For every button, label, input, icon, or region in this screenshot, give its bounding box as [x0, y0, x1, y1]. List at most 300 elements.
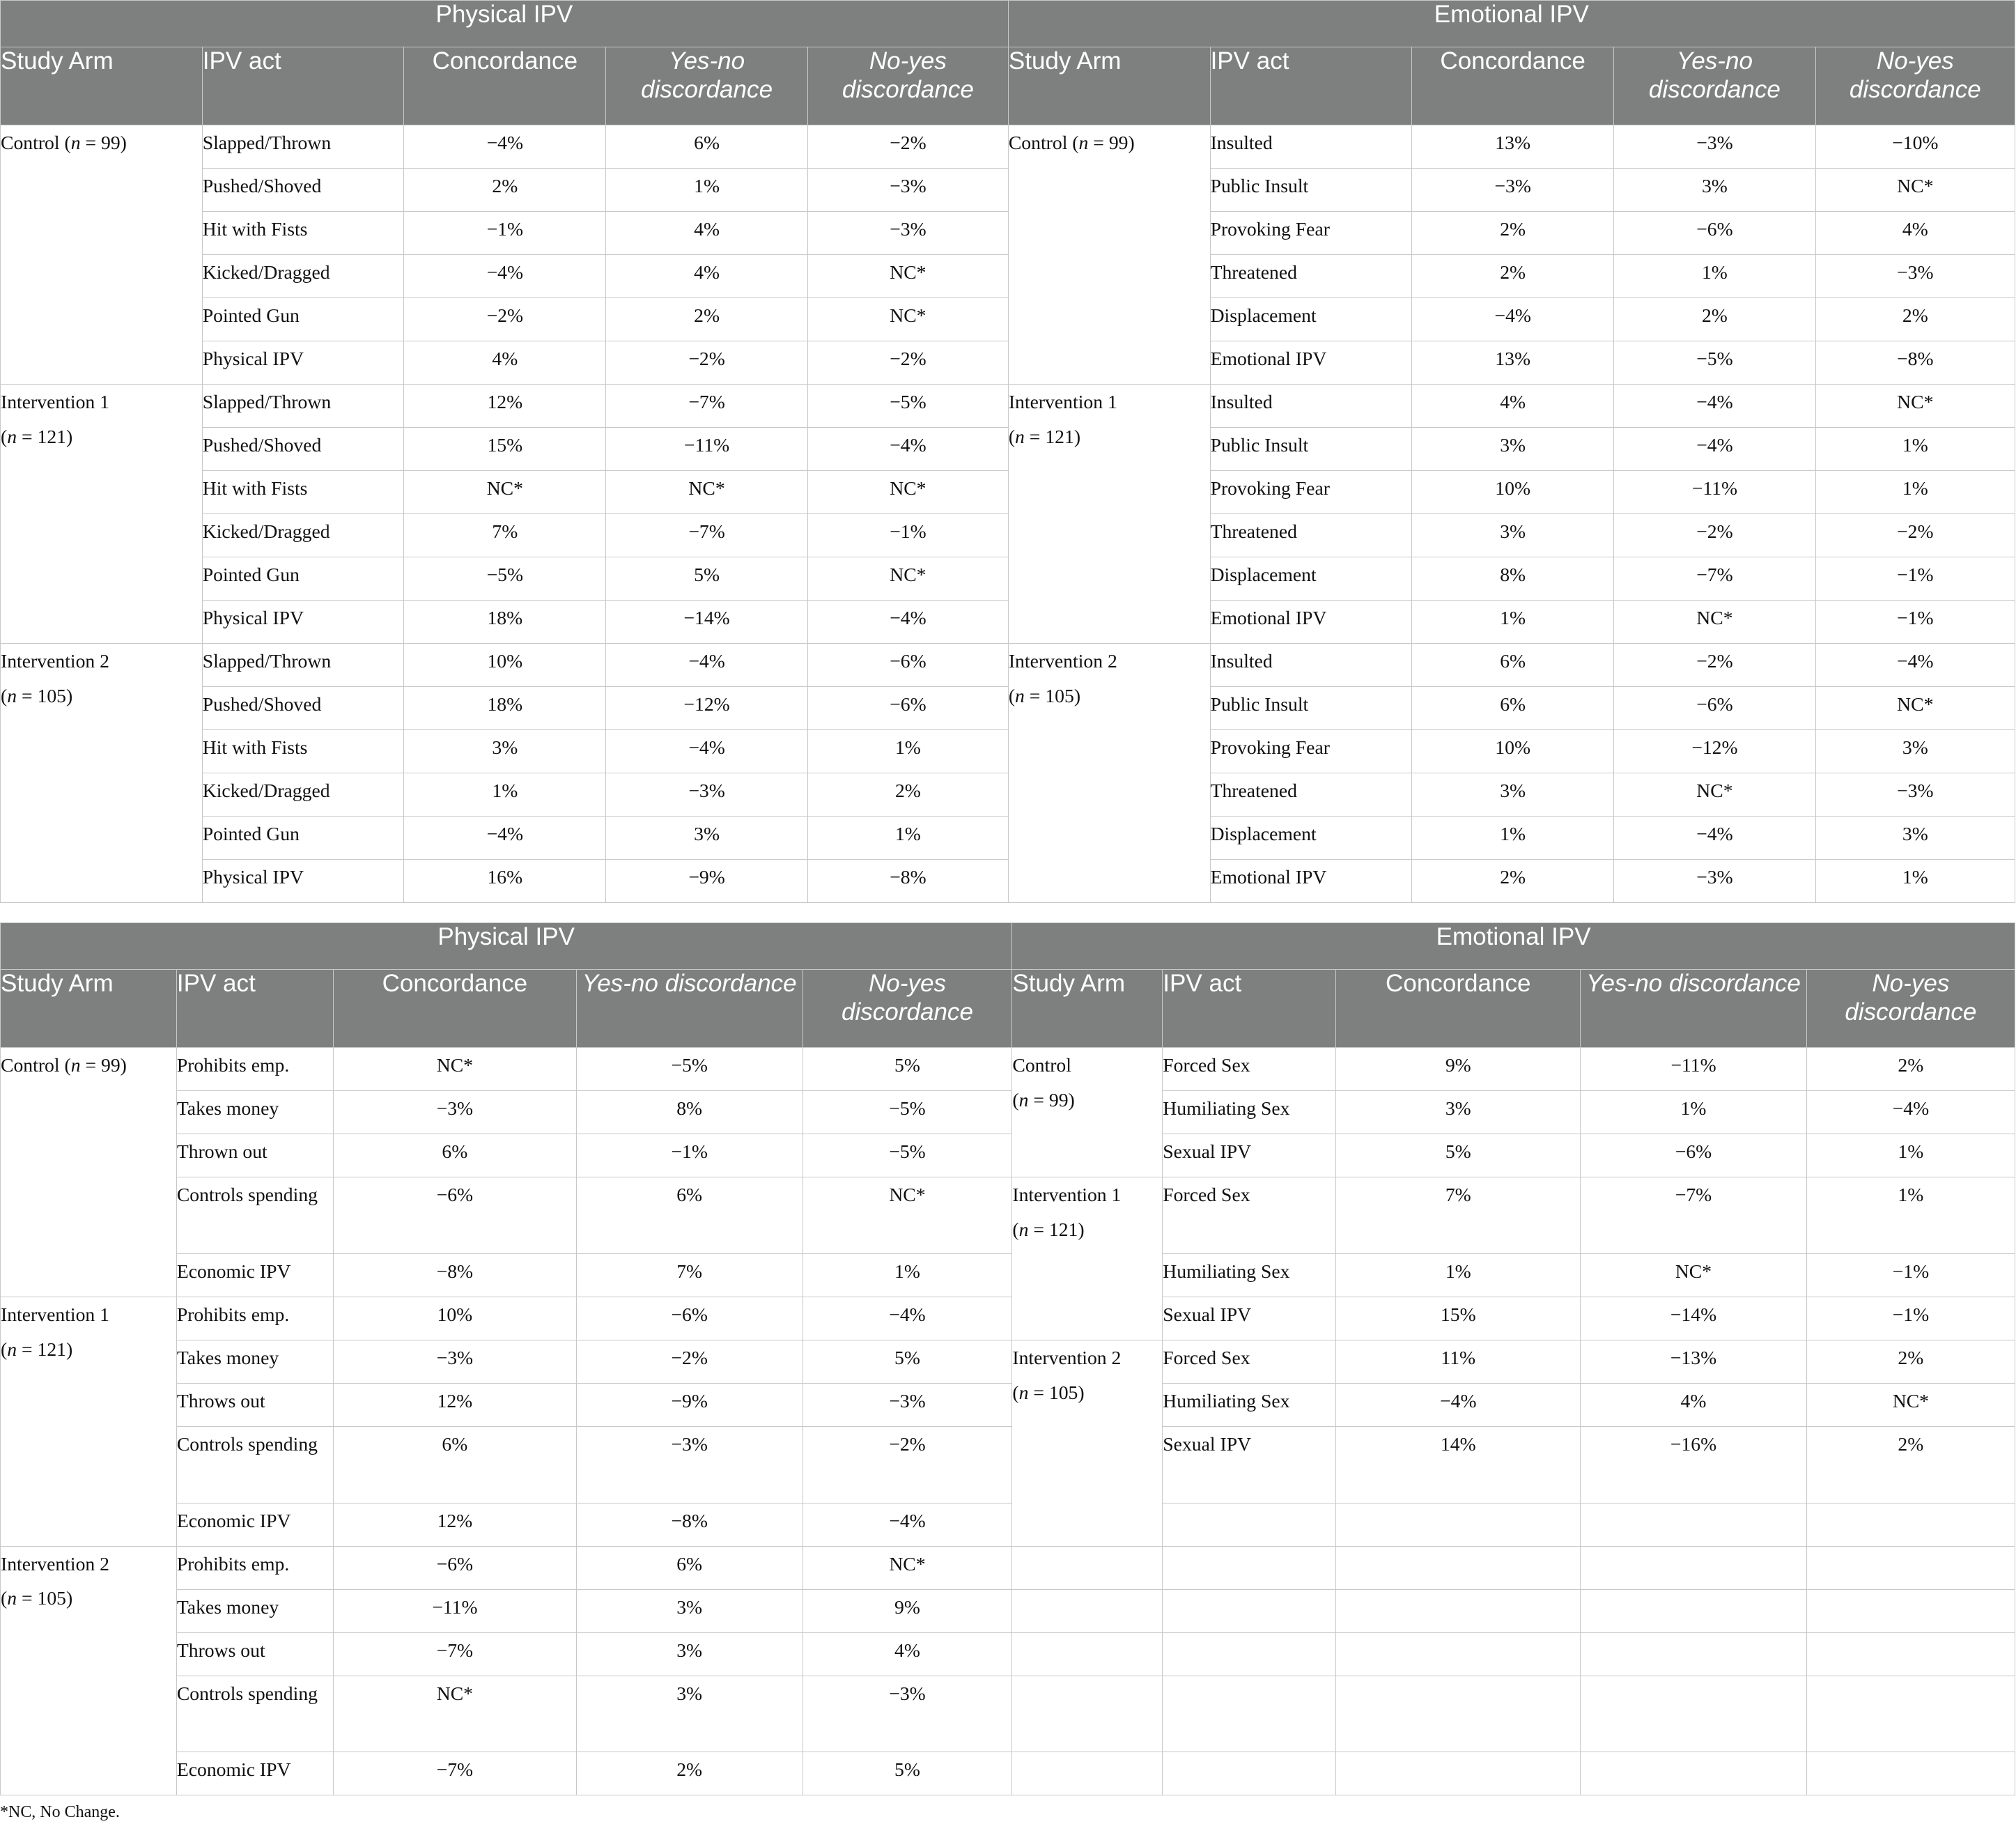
- sample-size-n: n: [1015, 684, 1025, 706]
- empty-cell: [1806, 1632, 2015, 1676]
- col-header-study-arm: Study Arm: [1012, 970, 1163, 1048]
- value-cell: NC*: [1614, 773, 1816, 817]
- value-cell: 6%: [1412, 687, 1614, 730]
- value-cell: NC*: [1815, 687, 2015, 730]
- value-cell: 1%: [807, 817, 1008, 860]
- value-cell: 8%: [576, 1090, 802, 1134]
- value-cell: −3%: [1412, 169, 1614, 212]
- table-physical-emotional: [0, 0, 2015, 903]
- value-cell: −14%: [1581, 1297, 1807, 1340]
- value-cell: −8%: [807, 860, 1008, 903]
- study-arm-text: Intervention 1: [1012, 1183, 1122, 1205]
- table-row: [1, 428, 2015, 471]
- value-cell: −4%: [802, 1503, 1012, 1546]
- value-cell: −6%: [333, 1177, 576, 1253]
- study-arm-text: = 105): [17, 1587, 73, 1609]
- col-header-ipv-act: IPV act: [202, 47, 404, 125]
- value-cell: −3%: [807, 169, 1008, 212]
- value-cell: 11%: [1336, 1340, 1581, 1383]
- ipv-act-cell: Provoking Fear: [1210, 212, 1412, 255]
- value-cell: NC*: [606, 471, 808, 514]
- value-cell: NC*: [807, 298, 1008, 341]
- value-cell: −12%: [606, 687, 808, 730]
- value-cell: −13%: [1581, 1340, 1807, 1383]
- ipv-act-cell: Economic IPV: [176, 1752, 333, 1795]
- table-row: [1, 1134, 2015, 1177]
- table-row: [1, 212, 2015, 255]
- study-arm-cell: [1008, 644, 1210, 903]
- study-arm-cell: [1, 125, 203, 385]
- empty-cell: [1163, 1752, 1336, 1795]
- ipv-act-cell: Threatened: [1210, 514, 1412, 557]
- empty-cell: [1336, 1752, 1581, 1795]
- study-arm-text: Intervention 2: [1, 1552, 109, 1575]
- value-cell: −7%: [1614, 557, 1816, 601]
- empty-cell: [1012, 1589, 1163, 1632]
- value-cell: 6%: [576, 1177, 802, 1253]
- study-arm-text: = 121): [1024, 425, 1081, 447]
- study-arm-text: (: [1008, 425, 1016, 447]
- table-row: [1, 125, 2015, 169]
- ipv-act-cell: Provoking Fear: [1210, 730, 1412, 773]
- ipv-act-cell: Physical IPV: [202, 860, 404, 903]
- study-arm-text: Intervention 1: [1, 391, 109, 413]
- value-cell: 6%: [576, 1546, 802, 1589]
- value-cell: NC*: [1581, 1253, 1807, 1297]
- value-cell: 3%: [1412, 773, 1614, 817]
- value-cell: NC*: [333, 1676, 576, 1752]
- study-arm-text: = 99): [1028, 1088, 1075, 1111]
- col-header-concordance: Concordance: [333, 970, 576, 1048]
- study-arm-cell: [1, 644, 203, 903]
- ipv-act-cell: Public Insult: [1210, 428, 1412, 471]
- ipv-act-cell: Pointed Gun: [202, 557, 404, 601]
- study-arm-text: = 121): [1028, 1218, 1085, 1240]
- value-cell: −6%: [1614, 687, 1816, 730]
- value-cell: NC*: [1815, 169, 2015, 212]
- group-header-physical: Physical IPV: [1, 1, 1009, 47]
- table-row: [1, 601, 2015, 644]
- value-cell: 1%: [1806, 1177, 2015, 1253]
- value-cell: 18%: [404, 687, 606, 730]
- value-cell: 15%: [1336, 1297, 1581, 1340]
- value-cell: 3%: [1412, 514, 1614, 557]
- study-arm-text: Intervention 1: [1008, 391, 1117, 413]
- table-row: [1, 773, 2015, 817]
- value-cell: −5%: [807, 385, 1008, 428]
- value-cell: −11%: [333, 1589, 576, 1632]
- study-arm-text: (: [1, 1338, 8, 1360]
- footnote: *NC, No Change.: [0, 1803, 120, 1822]
- value-cell: −11%: [1614, 471, 1816, 514]
- table-row: [1, 1177, 2015, 1253]
- table-row: [1, 514, 2015, 557]
- value-cell: −2%: [576, 1340, 802, 1383]
- ipv-act-cell: Displacement: [1210, 817, 1412, 860]
- col-header-study-arm: Study Arm: [1, 47, 203, 125]
- ipv-act-cell: Forced Sex: [1163, 1177, 1336, 1253]
- study-arm-cell: [1, 385, 203, 644]
- value-cell: −4%: [1614, 428, 1816, 471]
- value-cell: 1%: [1815, 860, 2015, 903]
- ipv-act-cell: Pushed/Shoved: [202, 428, 404, 471]
- ipv-act-cell: Hit with Fists: [202, 212, 404, 255]
- value-cell: 1%: [404, 773, 606, 817]
- ipv-act-cell: Physical IPV: [202, 341, 404, 385]
- value-cell: 1%: [1412, 601, 1614, 644]
- value-cell: 6%: [333, 1426, 576, 1503]
- study-arm-text: = 121): [17, 1338, 73, 1360]
- study-arm-text: Intervention 2: [1, 650, 109, 672]
- study-arm-cell: [1012, 1177, 1163, 1340]
- value-cell: 1%: [1806, 1134, 2015, 1177]
- value-cell: 2%: [807, 773, 1008, 817]
- empty-cell: [1336, 1632, 1581, 1676]
- value-cell: −12%: [1614, 730, 1816, 773]
- empty-cell: [1806, 1503, 2015, 1546]
- ipv-act-cell: Forced Sex: [1163, 1340, 1336, 1383]
- value-cell: −7%: [606, 385, 808, 428]
- value-cell: 4%: [404, 341, 606, 385]
- value-cell: 3%: [404, 730, 606, 773]
- table-row: [1, 644, 2015, 687]
- ipv-act-cell: Threatened: [1210, 255, 1412, 298]
- value-cell: 5%: [802, 1047, 1012, 1090]
- value-cell: −7%: [606, 514, 808, 557]
- value-cell: −2%: [606, 341, 808, 385]
- study-arm-text: Intervention 1: [1, 1303, 109, 1325]
- value-cell: −1%: [807, 514, 1008, 557]
- value-cell: −5%: [576, 1047, 802, 1090]
- table-row: [1, 817, 2015, 860]
- value-cell: 10%: [1412, 471, 1614, 514]
- value-cell: 3%: [1412, 428, 1614, 471]
- table-row: [1, 1426, 2015, 1503]
- value-cell: −14%: [606, 601, 808, 644]
- sample-size-n: n: [1078, 132, 1089, 154]
- study-arm-text: Control (: [1, 1053, 71, 1076]
- value-cell: −4%: [404, 125, 606, 169]
- value-cell: 5%: [606, 557, 808, 601]
- table-row: [1, 1383, 2015, 1426]
- study-arm-cell: [1008, 385, 1210, 644]
- sample-size-n: n: [7, 684, 17, 706]
- value-cell: 5%: [1336, 1134, 1581, 1177]
- ipv-act-cell: Slapped/Thrown: [202, 385, 404, 428]
- ipv-act-cell: Prohibits emp.: [176, 1297, 333, 1340]
- value-cell: 18%: [404, 601, 606, 644]
- value-cell: −4%: [404, 817, 606, 860]
- ipv-act-cell: Controls spending: [176, 1177, 333, 1253]
- ipv-act-cell: Hit with Fists: [202, 730, 404, 773]
- value-cell: −4%: [1815, 644, 2015, 687]
- ipv-act-cell: Hit with Fists: [202, 471, 404, 514]
- value-cell: −3%: [333, 1090, 576, 1134]
- value-cell: −3%: [802, 1383, 1012, 1426]
- value-cell: −4%: [1806, 1090, 2015, 1134]
- ipv-act-cell: Kicked/Dragged: [202, 773, 404, 817]
- ipv-act-cell: Provoking Fear: [1210, 471, 1412, 514]
- study-arm-text: (: [1012, 1381, 1019, 1403]
- table-row: [1, 385, 2015, 428]
- value-cell: 10%: [404, 644, 606, 687]
- value-cell: 3%: [576, 1589, 802, 1632]
- value-cell: 7%: [1336, 1177, 1581, 1253]
- col-header-no-yes: No-yes discordance: [807, 47, 1008, 125]
- value-cell: −4%: [1412, 298, 1614, 341]
- sample-size-n: n: [1018, 1218, 1029, 1240]
- value-cell: 1%: [1581, 1090, 1807, 1134]
- ipv-act-cell: Pointed Gun: [202, 298, 404, 341]
- ipv-act-cell: Throws out: [176, 1383, 333, 1426]
- table-row: [1, 1253, 2015, 1297]
- table-row: [1, 860, 2015, 903]
- value-cell: 3%: [1336, 1090, 1581, 1134]
- ipv-act-cell: Sexual IPV: [1163, 1426, 1336, 1503]
- value-cell: 2%: [576, 1752, 802, 1795]
- value-cell: 1%: [802, 1253, 1012, 1297]
- table-row: [1, 1047, 2015, 1090]
- col-header-yes-no: Yes-no discordance: [606, 47, 808, 125]
- value-cell: NC*: [1806, 1383, 2015, 1426]
- col-header-study-arm: Study Arm: [1, 970, 177, 1048]
- ipv-act-cell: Humiliating Sex: [1163, 1090, 1336, 1134]
- value-cell: −9%: [606, 860, 808, 903]
- ipv-act-cell: Insulted: [1210, 644, 1412, 687]
- value-cell: 2%: [1806, 1340, 2015, 1383]
- value-cell: −8%: [1815, 341, 2015, 385]
- ipv-act-cell: Emotional IPV: [1210, 341, 1412, 385]
- value-cell: −10%: [1815, 125, 2015, 169]
- study-arm-cell: [1012, 1340, 1163, 1546]
- value-cell: −6%: [1614, 212, 1816, 255]
- table-row: [1, 471, 2015, 514]
- table-row: [1, 557, 2015, 601]
- value-cell: −5%: [404, 557, 606, 601]
- empty-cell: [1581, 1503, 1807, 1546]
- study-arm-cell: [1, 1047, 177, 1297]
- value-cell: 9%: [802, 1589, 1012, 1632]
- study-arm-text: = 99): [1088, 132, 1135, 154]
- empty-cell: [1012, 1546, 1163, 1589]
- study-arm-text: (: [1, 1587, 8, 1609]
- ipv-act-cell: Displacement: [1210, 557, 1412, 601]
- value-cell: 3%: [576, 1632, 802, 1676]
- value-cell: −7%: [333, 1752, 576, 1795]
- value-cell: −1%: [1815, 557, 2015, 601]
- value-cell: −6%: [807, 687, 1008, 730]
- ipv-act-cell: Takes money: [176, 1340, 333, 1383]
- empty-cell: [1163, 1589, 1336, 1632]
- table-row: [1, 341, 2015, 385]
- study-arm-text: = 105): [17, 684, 73, 706]
- value-cell: 12%: [333, 1383, 576, 1426]
- table-row: [1, 687, 2015, 730]
- value-cell: 2%: [1614, 298, 1816, 341]
- empty-cell: [1163, 1546, 1336, 1589]
- ipv-act-cell: Kicked/Dragged: [202, 255, 404, 298]
- table-row: [1, 1297, 2015, 1340]
- table-row: [1, 298, 2015, 341]
- value-cell: −2%: [807, 341, 1008, 385]
- col-header-concordance: Concordance: [404, 47, 606, 125]
- ipv-act-cell: Insulted: [1210, 385, 1412, 428]
- study-arm-text: Control (: [1008, 132, 1079, 154]
- sample-size-n: n: [1018, 1088, 1029, 1111]
- ipv-act-cell: Slapped/Thrown: [202, 125, 404, 169]
- empty-cell: [1806, 1676, 2015, 1752]
- value-cell: 14%: [1336, 1426, 1581, 1503]
- value-cell: 1%: [807, 730, 1008, 773]
- study-arm-text: = 105): [1028, 1381, 1085, 1403]
- study-arm-text: Intervention 2: [1012, 1346, 1122, 1368]
- empty-cell: [1581, 1589, 1807, 1632]
- value-cell: −4%: [807, 601, 1008, 644]
- value-cell: −1%: [1806, 1297, 2015, 1340]
- value-cell: 1%: [1614, 255, 1816, 298]
- value-cell: −3%: [802, 1676, 1012, 1752]
- value-cell: −5%: [802, 1134, 1012, 1177]
- study-arm-text: = 99): [80, 1053, 127, 1076]
- value-cell: 8%: [1412, 557, 1614, 601]
- ipv-act-cell: Insulted: [1210, 125, 1412, 169]
- ipv-act-cell: Physical IPV: [202, 601, 404, 644]
- ipv-act-cell: Prohibits emp.: [176, 1047, 333, 1090]
- col-header-study-arm: Study Arm: [1008, 47, 1210, 125]
- ipv-act-cell: Emotional IPV: [1210, 860, 1412, 903]
- ipv-act-cell: Sexual IPV: [1163, 1297, 1336, 1340]
- value-cell: −3%: [1815, 773, 2015, 817]
- value-cell: −3%: [606, 773, 808, 817]
- sample-size-n: n: [7, 1587, 17, 1609]
- value-cell: −11%: [1581, 1047, 1807, 1090]
- value-cell: 2%: [1806, 1426, 2015, 1503]
- value-cell: 3%: [606, 817, 808, 860]
- value-cell: −3%: [333, 1340, 576, 1383]
- empty-cell: [1336, 1546, 1581, 1589]
- value-cell: NC*: [333, 1047, 576, 1090]
- value-cell: 4%: [606, 212, 808, 255]
- col-header-ipv-act: IPV act: [176, 970, 333, 1048]
- value-cell: 12%: [404, 385, 606, 428]
- ipv-act-cell: Takes money: [176, 1589, 333, 1632]
- value-cell: −4%: [802, 1297, 1012, 1340]
- ipv-act-cell: Displacement: [1210, 298, 1412, 341]
- empty-cell: [1163, 1503, 1336, 1546]
- value-cell: −1%: [576, 1134, 802, 1177]
- value-cell: −6%: [807, 644, 1008, 687]
- value-cell: −6%: [333, 1546, 576, 1589]
- table-row: [1, 1676, 2015, 1752]
- value-cell: 2%: [606, 298, 808, 341]
- empty-cell: [1336, 1589, 1581, 1632]
- col-header-yes-no: Yes-no discordance: [1581, 970, 1807, 1048]
- value-cell: 4%: [802, 1632, 1012, 1676]
- study-arm-cell: [1012, 1047, 1163, 1177]
- table-row: [1, 1503, 2015, 1546]
- col-header-concordance: Concordance: [1336, 970, 1581, 1048]
- ipv-act-cell: Pushed/Shoved: [202, 169, 404, 212]
- value-cell: 2%: [1412, 212, 1614, 255]
- value-cell: 2%: [1412, 860, 1614, 903]
- value-cell: 6%: [606, 125, 808, 169]
- col-header-no-yes: No-yes discordance: [802, 970, 1012, 1048]
- empty-cell: [1806, 1752, 2015, 1795]
- value-cell: 2%: [1412, 255, 1614, 298]
- value-cell: 4%: [606, 255, 808, 298]
- value-cell: −2%: [404, 298, 606, 341]
- ipv-act-cell: Economic IPV: [176, 1253, 333, 1297]
- value-cell: 2%: [404, 169, 606, 212]
- value-cell: −3%: [576, 1426, 802, 1503]
- study-arm-text: (: [1, 684, 8, 706]
- value-cell: −2%: [1614, 514, 1816, 557]
- value-cell: −7%: [333, 1632, 576, 1676]
- value-cell: 12%: [333, 1503, 576, 1546]
- value-cell: −2%: [1614, 644, 1816, 687]
- col-header-yes-no: Yes-no discordance: [1614, 47, 1816, 125]
- value-cell: −6%: [1581, 1134, 1807, 1177]
- value-cell: 4%: [1581, 1383, 1807, 1426]
- value-cell: 4%: [1815, 212, 2015, 255]
- value-cell: −5%: [802, 1090, 1012, 1134]
- value-cell: 1%: [1412, 817, 1614, 860]
- empty-cell: [1012, 1752, 1163, 1795]
- ipv-act-cell: Kicked/Dragged: [202, 514, 404, 557]
- col-header-no-yes: No-yes discordance: [1806, 970, 2015, 1048]
- sample-size-n: n: [1015, 425, 1025, 447]
- study-arm-cell: [1, 1297, 177, 1546]
- ipv-act-cell: Controls spending: [176, 1676, 333, 1752]
- value-cell: −8%: [333, 1253, 576, 1297]
- ipv-act-cell: Takes money: [176, 1090, 333, 1134]
- value-cell: NC*: [802, 1177, 1012, 1253]
- ipv-act-cell: Pointed Gun: [202, 817, 404, 860]
- value-cell: 10%: [1412, 730, 1614, 773]
- col-header-ipv-act: IPV act: [1163, 970, 1336, 1048]
- sample-size-n: n: [70, 1053, 81, 1076]
- empty-cell: [1806, 1589, 2015, 1632]
- empty-cell: [1163, 1632, 1336, 1676]
- value-cell: 9%: [1336, 1047, 1581, 1090]
- ipv-act-cell: Forced Sex: [1163, 1047, 1336, 1090]
- value-cell: −11%: [606, 428, 808, 471]
- study-arm-text: Intervention 2: [1008, 650, 1117, 672]
- value-cell: NC*: [802, 1546, 1012, 1589]
- ipv-act-cell: Economic IPV: [176, 1503, 333, 1546]
- value-cell: NC*: [404, 471, 606, 514]
- ipv-act-cell: Threatened: [1210, 773, 1412, 817]
- ipv-act-cell: Thrown out: [176, 1134, 333, 1177]
- study-arm-text: (: [1012, 1088, 1019, 1111]
- value-cell: −5%: [1614, 341, 1816, 385]
- study-arm-text: (: [1, 425, 8, 447]
- value-cell: −3%: [1614, 860, 1816, 903]
- ipv-act-cell: Prohibits emp.: [176, 1546, 333, 1589]
- value-cell: −4%: [606, 730, 808, 773]
- sample-size-n: n: [7, 425, 17, 447]
- study-arm-text: = 99): [80, 132, 127, 154]
- table-row: [1, 169, 2015, 212]
- ipv-act-cell: Controls spending: [176, 1426, 333, 1503]
- table-row: [1, 730, 2015, 773]
- table-row: [1, 1589, 2015, 1632]
- col-header-concordance: Concordance: [1412, 47, 1614, 125]
- sample-size-n: n: [1018, 1381, 1029, 1403]
- value-cell: −2%: [807, 125, 1008, 169]
- value-cell: −6%: [576, 1297, 802, 1340]
- ipv-act-cell: Throws out: [176, 1632, 333, 1676]
